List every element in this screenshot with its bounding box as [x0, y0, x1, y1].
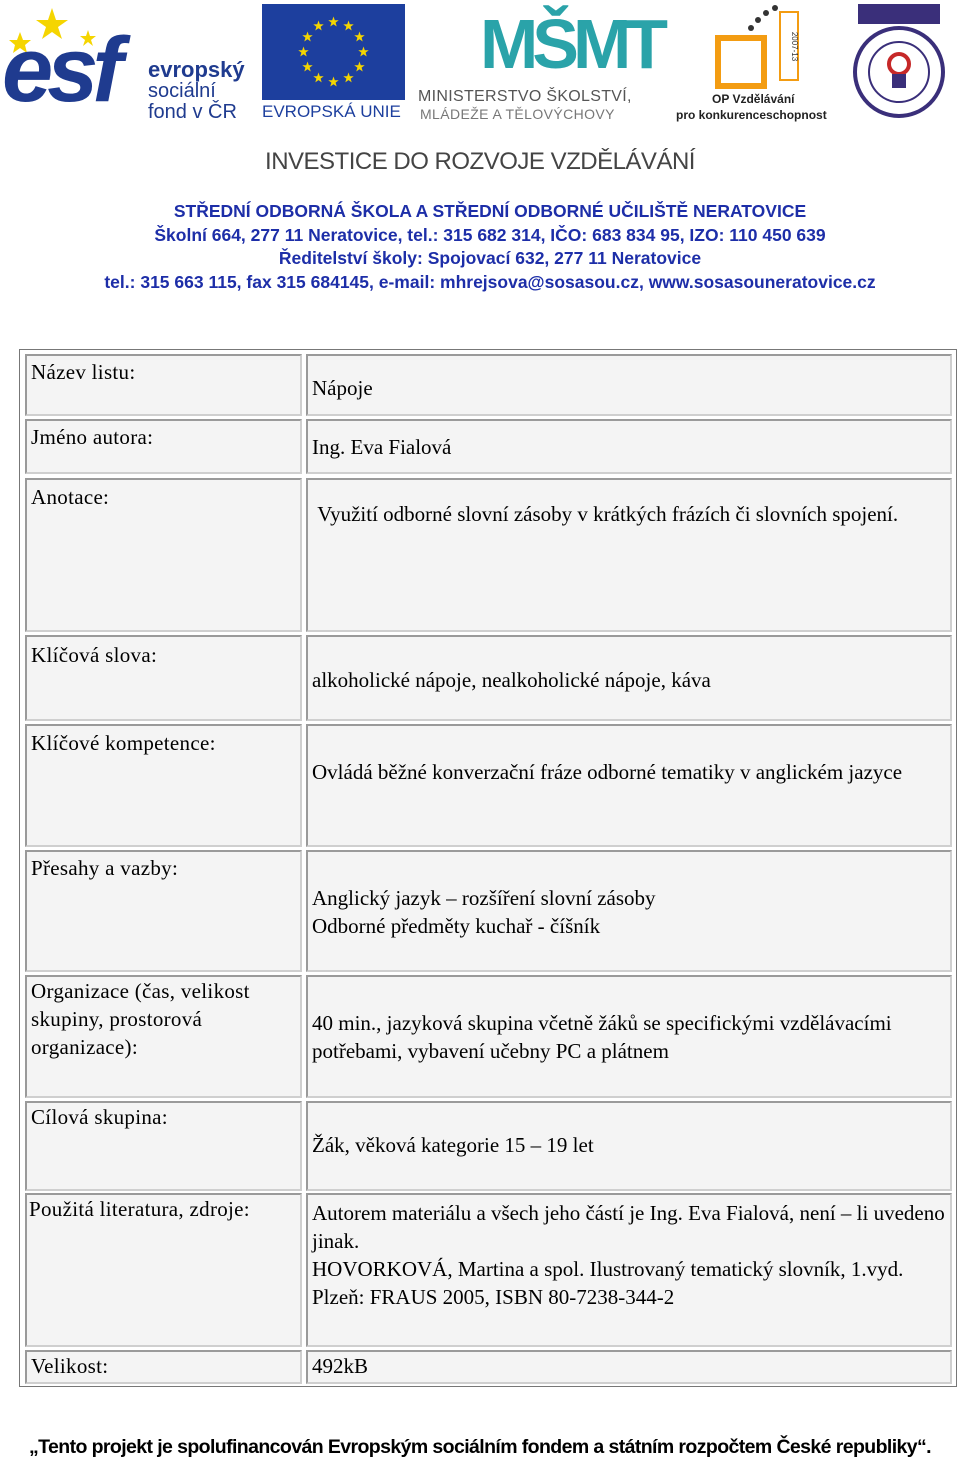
metadata-table — [19, 349, 957, 1387]
value-presahy-a-vazby — [306, 850, 952, 972]
label-cilova-skupina: Cílová skupina: — [25, 1101, 302, 1191]
footer-note: „Tento projekt je spolufinancován Evropským sociálním fondem a státním rozpočtem České republiky“. — [29, 1436, 931, 1458]
investice-title: INVESTICE DO ROZVOJE VZDĚLÁVÁNÍ — [265, 148, 695, 175]
label-pouzita-literatura: Použitá literatura, zdroje: — [25, 1193, 302, 1347]
label-jmeno-autora: Jméno autora: — [25, 419, 302, 474]
value-velikost: 492kB — [306, 1350, 952, 1384]
esf-logo — [0, 0, 250, 128]
value-presahy-line1: Anglický jazyk – rozšíření slovní zásoby — [312, 886, 656, 910]
msmt-logo — [418, 2, 668, 126]
esf-mark: esf — [2, 19, 117, 121]
logo-strip — [0, 0, 960, 130]
value-nazev-listu: Nápoje — [306, 354, 952, 416]
school-contact: tel.: 315 663 115, fax 315 684145, e-mail: mhrejsova@sosasou.cz, www.sosasouneratovice.cz — [104, 271, 876, 292]
school-directorate: Ředitelství školy: Spojovací 632, 277 11 Neratovice — [278, 248, 702, 268]
school-address: Školní 664, 277 11 Neratovice, tel.: 315 682 314, IČO: 683 834 95, IZO: 110 450 639 — [154, 224, 826, 245]
esf-line2: sociální — [148, 80, 216, 102]
school-header — [0, 200, 960, 294]
op-year: 2007-13 — [790, 31, 800, 62]
msmt-mark: MŠMT — [480, 5, 663, 83]
op-line2: pro konkurenceschopnost — [676, 108, 827, 122]
op-logo-graphic — [676, 2, 836, 92]
label-klicova-slova: Klíčová slova: — [25, 635, 302, 721]
value-literatura-line1: Autorem materiálu a všech jeho částí je Ing. Eva Fialová, není – li uvedeno jinak. — [312, 1201, 945, 1253]
label-nazev-listu: Název listu: — [25, 354, 302, 416]
value-cilova-skupina: Žák, věková kategorie 15 – 19 let — [306, 1101, 952, 1191]
value-organizace: 40 min., jazyková skupina včetně žáků se specifickými vzdělávacími potřebami, vybavení učebny PC a plátnem — [306, 975, 952, 1098]
value-anotace: Využití odborné slovní zásoby v krátkých frázích či slovních spojení. — [306, 478, 952, 632]
msmt-line1: MINISTERSTVO ŠKOLSTVÍ, — [418, 88, 632, 105]
esf-line1: evropský — [148, 57, 245, 82]
label-anotace: Anotace: — [25, 478, 302, 632]
eu-caption: EVROPSKÁ UNIE — [262, 102, 401, 121]
school-name: STŘEDNÍ ODBORNÁ ŠKOLA A STŘEDNÍ ODBORNÉ UČILIŠTĚ NERATOVICE — [173, 201, 807, 221]
label-klicove-kompetence: Klíčové kompetence: — [25, 724, 302, 847]
esf-line3: fond v ČR — [148, 101, 237, 123]
value-literatura-line2: HOVORKOVÁ, Martina a spol. Ilustrovaný tematický slovník, 1.vyd. Plzeň: FRAUS 2005, ISBN 80-7238-344-2 — [312, 1257, 904, 1309]
value-presahy-line2: Odborné předměty kuchař - číšník — [312, 914, 601, 938]
value-pouzita-literatura — [306, 1193, 952, 1347]
label-organizace: Organizace (čas, velikost skupiny, prostorová organizace): — [25, 975, 302, 1098]
msmt-line2: MLÁDEŽE A TĚLOVÝCHOVY — [420, 106, 615, 122]
value-jmeno-autora: Ing. Eva Fialová — [306, 419, 952, 474]
value-klicova-slova: alkoholické nápoje, nealkoholické nápoje, káva — [306, 635, 952, 721]
eu-flag-graphic — [262, 4, 405, 100]
school-seal-logo — [852, 4, 946, 122]
eu-logo — [262, 4, 407, 126]
op-line1: OP Vzdělávání — [712, 92, 795, 106]
label-presahy-a-vazby: Přesahy a vazby: — [25, 850, 302, 972]
label-velikost: Velikost: — [25, 1350, 302, 1384]
value-klicove-kompetence: Ovládá běžné konverzační fráze odborné tematiky v anglickém jazyce — [306, 724, 952, 847]
op-logo — [676, 2, 836, 126]
school-seal-graphic — [852, 4, 946, 122]
